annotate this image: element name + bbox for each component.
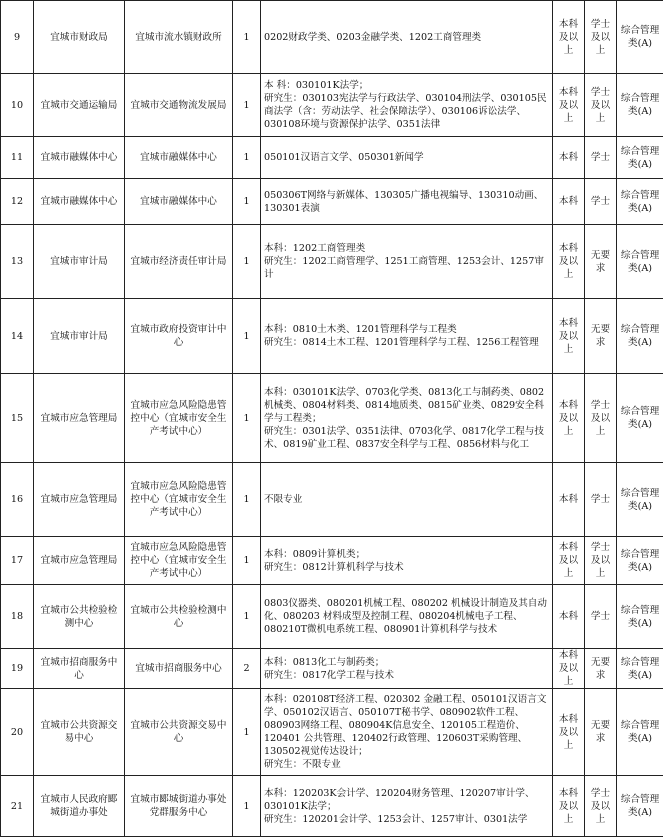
category-cell: 综合管理类(A) xyxy=(617,776,663,837)
major-requirement-cell xyxy=(261,179,553,225)
unit-cell: 宜城市公共资源交易中心 xyxy=(125,689,233,776)
unit-cell: 宜城市经济责任审计局 xyxy=(125,225,233,299)
category-cell: 综合管理类(A) xyxy=(617,299,663,374)
table-row xyxy=(1,463,663,537)
count-cell: 1 xyxy=(233,585,261,649)
major-requirement-cell xyxy=(261,74,553,137)
count-cell: 1 xyxy=(233,137,261,179)
major-requirement-cell xyxy=(261,463,553,537)
education-cell: 本科及以上 xyxy=(553,689,585,776)
unit-cell: 宜城市应急风险隐患管控中心（宜城市安全生产考试中心） xyxy=(125,463,233,537)
major-requirement-cell xyxy=(261,1,553,74)
major-line: 研究生：1202工商管理学、1251工商管理、1253会计、1257审计 xyxy=(264,255,550,281)
education-cell: 本科 xyxy=(553,179,585,225)
major-requirement-cell xyxy=(261,776,553,837)
major-line: 0803仪器类、080201机械工程、080202 机械设计制造及其自动化、080203 材料成型及控制工程、080204机械电子工程、080210T微机电系统工程、080901计算机科学与技术 xyxy=(264,597,550,636)
education-cell: 本科及以上 xyxy=(553,649,585,689)
department-cell: 宜城市招商服务中心 xyxy=(34,649,125,689)
row-number-cell: 17 xyxy=(1,537,34,585)
degree-cell: 学士及以上 xyxy=(585,1,617,74)
degree-cell: 学士 xyxy=(585,463,617,537)
major-line: 不限专业 xyxy=(264,493,550,506)
department-cell: 宜城市融媒体中心 xyxy=(34,179,125,225)
major-requirement-cell xyxy=(261,649,553,689)
unit-cell: 宜城市公共检验检测中心 xyxy=(125,585,233,649)
degree-cell: 学士及以上 xyxy=(585,537,617,585)
degree-cell: 无要求 xyxy=(585,225,617,299)
unit-cell: 宜城市招商服务中心 xyxy=(125,649,233,689)
major-line: 本科：0813化工与制药类； xyxy=(264,656,550,669)
major-line: 本科：0809计算机类； xyxy=(264,548,550,561)
degree-cell: 学士及以上 xyxy=(585,374,617,463)
row-number-cell: 15 xyxy=(1,374,34,463)
table-row xyxy=(1,1,663,74)
count-cell: 1 xyxy=(233,463,261,537)
table-body xyxy=(1,1,663,837)
degree-cell: 学士 xyxy=(585,137,617,179)
count-cell: 1 xyxy=(233,537,261,585)
department-cell: 宜城市应急管理局 xyxy=(34,537,125,585)
category-cell: 综合管理类(A) xyxy=(617,537,663,585)
category-cell: 综合管理类(A) xyxy=(617,689,663,776)
education-cell: 本科及以上 xyxy=(553,74,585,137)
row-number-cell: 20 xyxy=(1,689,34,776)
category-cell: 综合管理类(A) xyxy=(617,1,663,74)
major-line: 本 科：030101K法学； xyxy=(264,79,550,92)
count-cell: 1 xyxy=(233,299,261,374)
category-cell: 综合管理类(A) xyxy=(617,179,663,225)
category-cell: 综合管理类(A) xyxy=(617,649,663,689)
row-number-cell: 12 xyxy=(1,179,34,225)
table-row xyxy=(1,299,663,374)
unit-cell: 宜城市融媒体中心 xyxy=(125,179,233,225)
table-row xyxy=(1,179,663,225)
education-cell: 本科 xyxy=(553,137,585,179)
count-cell: 1 xyxy=(233,1,261,74)
table-row xyxy=(1,137,663,179)
unit-cell: 宜城市应急风险隐患管控中心（宜城市安全生产考试中心） xyxy=(125,537,233,585)
major-line: 研究生：030103宪法学与行政法学、030104刑法学、030105民商法学（含：劳动法学、社会保障法学）、030106诉讼法学、030108环境与资源保护法学、0351法律 xyxy=(264,92,550,131)
degree-cell: 无要求 xyxy=(585,649,617,689)
education-cell: 本科及以上 xyxy=(553,776,585,837)
department-cell: 宜城市公共资源交易中心 xyxy=(34,689,125,776)
unit-cell: 宜城市融媒体中心 xyxy=(125,137,233,179)
education-cell: 本科及以上 xyxy=(553,374,585,463)
major-requirement-cell xyxy=(261,299,553,374)
row-number-cell: 21 xyxy=(1,776,34,837)
department-cell: 宜城市融媒体中心 xyxy=(34,137,125,179)
education-cell: 本科及以上 xyxy=(553,537,585,585)
count-cell: 1 xyxy=(233,74,261,137)
major-requirement-cell xyxy=(261,225,553,299)
unit-cell: 宜城市流水镇财政所 xyxy=(125,1,233,74)
table-row xyxy=(1,776,663,837)
table-row xyxy=(1,225,663,299)
degree-cell: 无要求 xyxy=(585,299,617,374)
degree-cell: 无要求 xyxy=(585,689,617,776)
education-cell: 本科及以上 xyxy=(553,299,585,374)
department-cell: 宜城市应急管理局 xyxy=(34,463,125,537)
count-cell: 2 xyxy=(233,649,261,689)
degree-cell: 学士及以上 xyxy=(585,776,617,837)
category-cell: 综合管理类(A) xyxy=(617,74,663,137)
department-cell: 宜城市公共检验检测中心 xyxy=(34,585,125,649)
major-requirement-cell xyxy=(261,689,553,776)
major-requirement-cell xyxy=(261,585,553,649)
count-cell: 1 xyxy=(233,225,261,299)
major-line: 本科：120203K会计学、120204财务管理、120207审计学、030101K法学； xyxy=(264,787,550,813)
unit-cell: 宜城市应急风险隐患管控中心（宜城市安全生产考试中心） xyxy=(125,374,233,463)
row-number-cell: 9 xyxy=(1,1,34,74)
table-row xyxy=(1,74,663,137)
major-line: 本科：020108T经济工程、020302 金融工程、050101汉语言文学、050102汉语言、050107T秘书学、080902软件工程、080903网络工程、080904K信息安全、120105工程造价、120401 公共管理、120402行政管理、120603T采购管理、130502视觉传达设计； xyxy=(264,693,550,758)
major-line: 研究生：不限专业 xyxy=(264,758,550,771)
major-requirement-cell xyxy=(261,374,553,463)
major-line: 本科：1202工商管理类 xyxy=(264,242,550,255)
major-line: 研究生：0814土木工程、1201管理科学与工程、1256工程管理 xyxy=(264,336,550,349)
education-cell: 本科 xyxy=(553,585,585,649)
table-row xyxy=(1,537,663,585)
category-cell: 综合管理类(A) xyxy=(617,225,663,299)
major-line: 050306T网络与新媒体、130305广播电视编导、130310动画、130301表演 xyxy=(264,189,550,215)
unit-cell: 宜城市政府投资审计中心 xyxy=(125,299,233,374)
row-number-cell: 19 xyxy=(1,649,34,689)
major-line: 0202财政学类、0203金融学类、1202工商管理类 xyxy=(264,31,550,44)
count-cell: 1 xyxy=(233,374,261,463)
table-row xyxy=(1,585,663,649)
major-requirement-cell xyxy=(261,137,553,179)
unit-cell: 宜城市郾城街道办事处党群服务中心 xyxy=(125,776,233,837)
major-line: 研究生：0812计算机科学与技术 xyxy=(264,561,550,574)
major-line: 研究生：0817化学工程与技术 xyxy=(264,669,550,682)
major-line: 研究生：0301法学、0351法律、0703化学、0817化学工程与技术、0819矿业工程、0837安全科学与工程、0856材料与化工 xyxy=(264,425,550,451)
department-cell: 宜城市人民政府郾城街道办事处 xyxy=(34,776,125,837)
row-number-cell: 16 xyxy=(1,463,34,537)
category-cell: 综合管理类(A) xyxy=(617,585,663,649)
major-requirement-cell xyxy=(261,537,553,585)
department-cell: 宜城市审计局 xyxy=(34,299,125,374)
department-cell: 宜城市交通运输局 xyxy=(34,74,125,137)
count-cell: 1 xyxy=(233,179,261,225)
row-number-cell: 10 xyxy=(1,74,34,137)
row-number-cell: 14 xyxy=(1,299,34,374)
table-row xyxy=(1,649,663,689)
count-cell: 1 xyxy=(233,776,261,837)
category-cell: 综合管理类(A) xyxy=(617,374,663,463)
major-line: 本科：030101K法学、0703化学类、0813化工与制药类、0802机械类、0804材料类、0814地质类、0815矿业类、0829安全科学与工程类； xyxy=(264,386,550,425)
category-cell: 综合管理类(A) xyxy=(617,463,663,537)
count-cell: 1 xyxy=(233,689,261,776)
education-cell: 本科及以上 xyxy=(553,1,585,74)
education-cell: 本科 xyxy=(553,463,585,537)
department-cell: 宜城市应急管理局 xyxy=(34,374,125,463)
degree-cell: 学士及以上 xyxy=(585,74,617,137)
major-line: 050101汉语言文学、050301新闻学 xyxy=(264,151,550,164)
department-cell: 宜城市财政局 xyxy=(34,1,125,74)
row-number-cell: 13 xyxy=(1,225,34,299)
table-row xyxy=(1,689,663,776)
department-cell: 宜城市审计局 xyxy=(34,225,125,299)
major-line: 研究生：120201会计学、1253会计、1257审计、0301法学 xyxy=(264,813,550,826)
category-cell: 综合管理类(A) xyxy=(617,137,663,179)
unit-cell: 宜城市交通物流发展局 xyxy=(125,74,233,137)
degree-cell: 学士 xyxy=(585,585,617,649)
row-number-cell: 11 xyxy=(1,137,34,179)
major-line: 本科：0810土木类、1201管理科学与工程类 xyxy=(264,323,550,336)
degree-cell: 学士 xyxy=(585,179,617,225)
row-number-cell: 18 xyxy=(1,585,34,649)
table-row xyxy=(1,374,663,463)
education-cell: 本科及以上 xyxy=(553,225,585,299)
